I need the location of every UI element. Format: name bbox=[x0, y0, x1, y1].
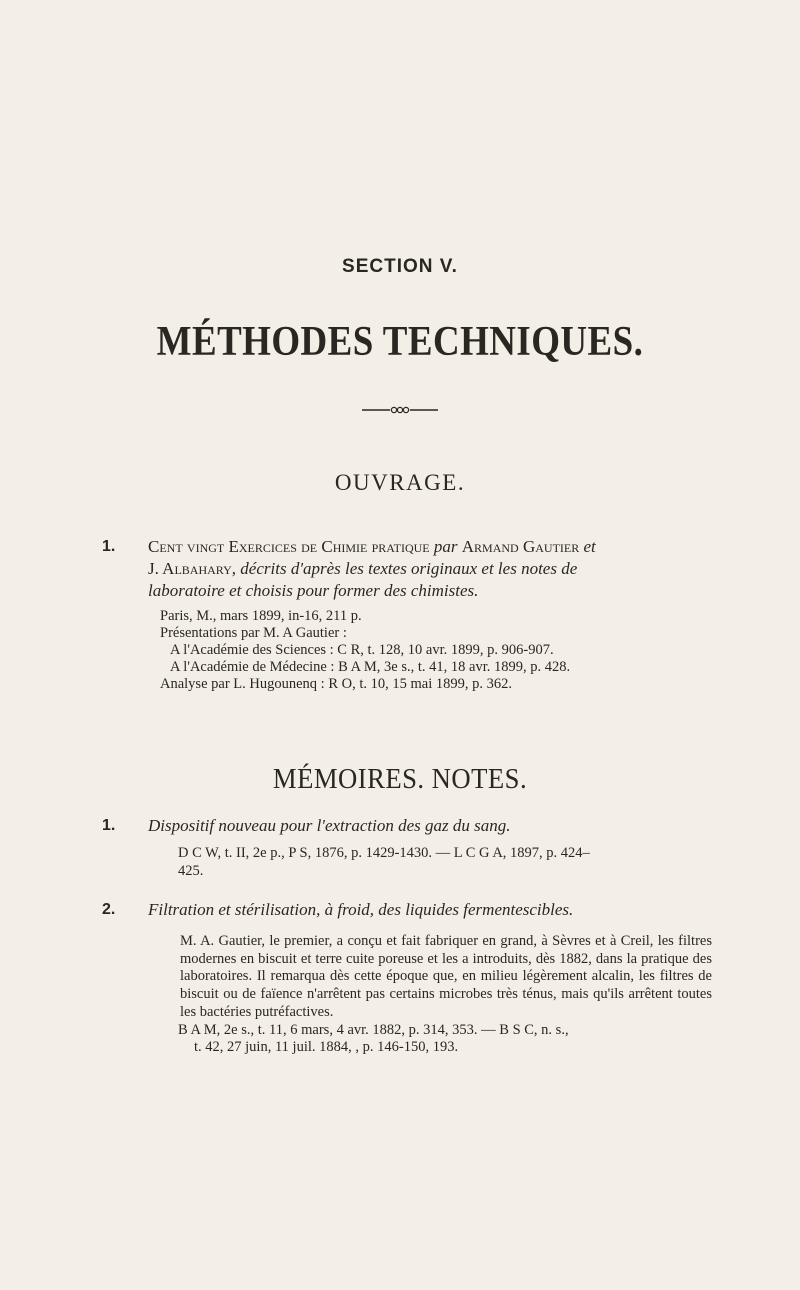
entry-reference: t. 42, 27 juin, 11 juil. 1884, , p. 146-150, 193. bbox=[194, 1039, 459, 1056]
ornament-divider bbox=[0, 402, 800, 420]
entry-title-line1 bbox=[110, 536, 730, 558]
entry-title-part: par bbox=[433, 537, 458, 556]
entry-number: 1. bbox=[102, 817, 116, 834]
entry-reference: D C W, t. II, 2e p., P S, 1876, p. 1429-1430. — L C G A, 1897, p. 424– bbox=[178, 845, 590, 861]
entry-reference: B A M, 2e s., t. 11, 6 mars, 4 avr. 1882, p. 314, 353. — B S C, n. s., bbox=[178, 1021, 569, 1038]
memoires-heading: MÉMOIRES. NOTES. bbox=[272, 763, 528, 795]
memoire-entry bbox=[102, 899, 730, 1057]
entry-author: J. Albahary, bbox=[148, 559, 237, 578]
entry-detail-line: Présentations par M. A Gautier : bbox=[160, 625, 347, 641]
entry-detail-line: A l'Académie de Médecine : B A M, 3e s., t. 41, 18 avr. 1899, p. 428. bbox=[170, 659, 571, 675]
ornament-icon bbox=[362, 405, 438, 415]
ouvrage-entry bbox=[102, 536, 730, 693]
entry-title-part: Cent vingt Exercices de Chimie pratique bbox=[148, 537, 430, 556]
entry-reference: 425. bbox=[178, 862, 204, 879]
entry-author: Armand Gautier bbox=[461, 537, 580, 556]
entry-detail-line: Paris, M., mars 1899, in-16, 211 p. bbox=[160, 608, 362, 624]
section-label: SECTION V. bbox=[342, 256, 458, 277]
entry-title-line3: laboratoire et choisis pour former des chimistes. bbox=[148, 581, 479, 600]
entry-detail-line: Analyse par L. Hugounenq : R O, t. 10, 15 mai 1899, p. 362. bbox=[160, 676, 512, 692]
memoire-entry bbox=[102, 815, 730, 880]
entry-number: 2. bbox=[102, 901, 116, 918]
entry-paragraph: M. A. Gautier, le premier, a conçu et fait fabriquer en grand, à Sèvres et à Creil, les filtres modernes en biscuit et terre cuite poreuse et les a introduits, dès 1882, dans la pratique des laboratoires. Il remarqua dès cette époque que, en milieu légèrement alcalin, les filtres de biscuit ou de faïence n'arrêtent pas certains microbes très ténus, mais qu'ils arrêtent toutes les bactéries putréfactives. bbox=[180, 933, 712, 1020]
entry-title-part: décrits d'après les textes originaux et les notes de bbox=[240, 559, 578, 578]
entry-title: Dispositif nouveau pour l'extraction des gaz du sang. bbox=[148, 816, 511, 835]
entry-title: Filtration et stérilisation, à froid, des liquides fermentescibles. bbox=[148, 900, 574, 919]
entry-title-part: et bbox=[583, 537, 596, 556]
page-title: MÉTHODES TECHNIQUES. bbox=[156, 319, 644, 365]
entry-detail-line: A l'Académie des Sciences : C R, t. 128, 10 avr. 1899, p. 906-907. bbox=[170, 642, 554, 658]
entry-title-line2 bbox=[110, 558, 730, 580]
ouvrage-heading: OUVRAGE. bbox=[334, 470, 466, 495]
entry-number: 1. bbox=[102, 538, 116, 555]
